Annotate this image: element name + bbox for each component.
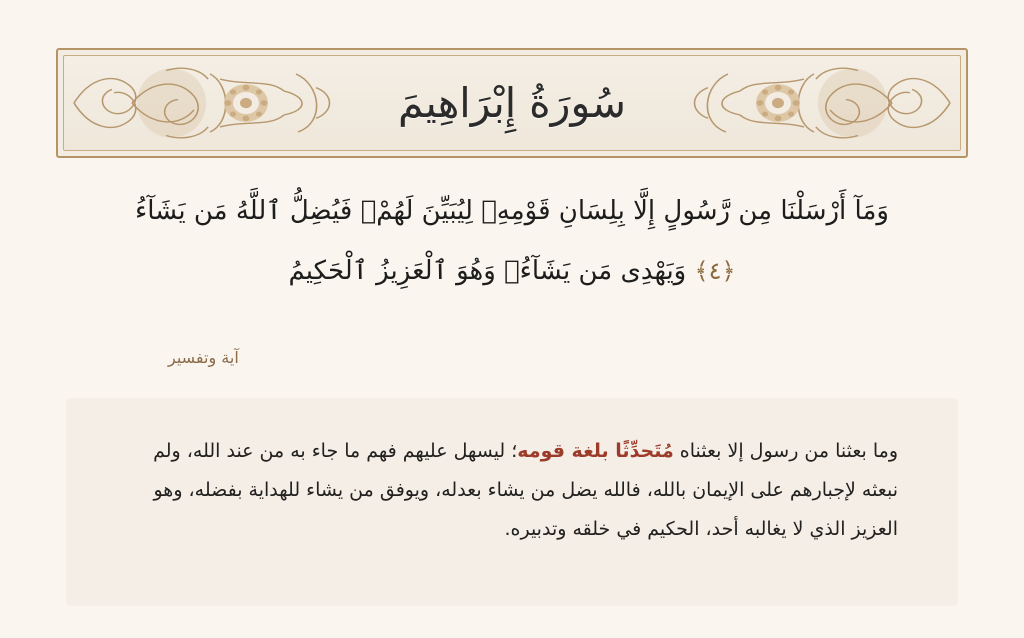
banner-inner-frame [63,55,961,151]
section-label [56,348,968,367]
tafsir-part-1: وما بعثنا من رسول إلا بعثناه [673,440,898,462]
ayah-number-mark: ﴿٤﴾ [694,256,736,285]
tafsir-part-2: ؛ ليسهل عليهم فهم ما جاء به من عند الله، ولم نبعثه لإجبارهم على الإيمان بالله، فالله يضل من يشاء بعدله، ويوفق من يشاء للهداية بفضله، وهو العزيز الذي لا يغالبه أحد، الحكيم في خلقه وتدبيره. [153,440,898,540]
surah-title-banner [56,48,968,158]
section-label-text: آية وتفسير [168,348,239,367]
tafsir-paragraph [126,432,898,549]
ayah-line-2: وَيَهْدِى مَن يَشَآءُۚ وَهُوَ ٱلْعَزِيزُ ٱلْحَكِيمُ [288,255,687,286]
ayah-text [56,182,968,302]
tafsir-highlight: مُتَحدِّثًا بلغة قومه [517,440,674,462]
tafsir-box [66,398,958,606]
ayah-line-1: وَمَآ أَرْسَلْنَا مِن رَّسُولٍ إِلَّا بِلِسَانِ قَوْمِهِۦ لِيُبَيِّنَ لَهُمْۖ فَيُضِلُّ ٱللَّهُ مَن يَشَآءُ [135,196,889,226]
ayah-line-2-wrapper [56,242,968,302]
surah-title: سُورَةُ إِبْرَاهِيمَ [398,79,626,127]
